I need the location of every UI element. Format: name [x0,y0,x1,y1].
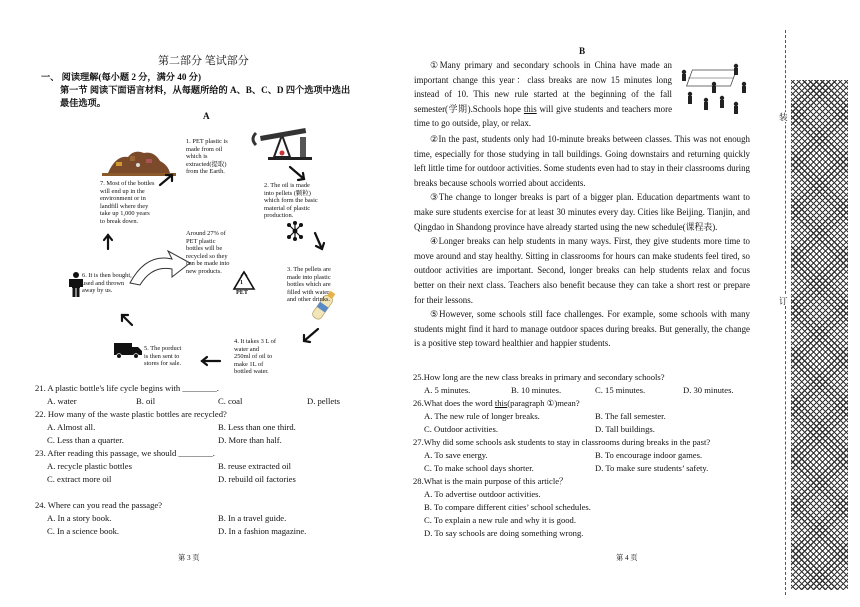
q23-option-b: B. reuse extracted oil [218,461,292,471]
q24-option-d: D. In a fashion magazine. [218,526,307,536]
subsection-instruction-line1: 第一节 阅读下面语言材料，从每题所给的 A、B、C、D 四个选项中选出 [60,85,351,95]
q28-stem: 28.What is the main purpose of this article？ [413,476,568,486]
q22-option-c: C. Less than a quarter. [47,435,124,445]
paragraph-4: ④Longer breaks can help students in many ways. First, they give students more time to move around and stay healthy. Sitting in classrooms for hours can make students feel tired, so outdoor activities are important. Second, longer breaks can help students relax and focus better on their next class. Teachers also benefit because they can take a short rest or prepare for their lessons. [414,236,750,305]
q25-option-c: C. 15 minutes. [595,385,646,395]
q27-option-c: C. To make school days shorter. [424,463,534,473]
paragraph-5: ⑤However, some schools still face challenges. For example, some schools with many students might find it hard to manage outdoor spaces during breaks. But generally, the change is a positive step toward healthier and happier students. [414,309,750,349]
truck-icon [114,343,142,358]
diagram-center-text: Around 27% of PET plastic bottles will be recycled so they can be made into new products. [186,230,230,275]
molecule-icon [287,221,303,241]
q23-option-a: A. recycle plastic bottles [47,461,132,471]
binding-label-zhuang: 装 [779,112,788,122]
passage-b-rest [414,132,750,351]
q27-option-d: D. To make sure students’ safety. [595,463,709,473]
binding-hatch-pattern [791,80,848,590]
q23-option-c: C. extract more oil [47,474,112,484]
passage-b-label: B [579,46,586,56]
q24-stem: 24. Where can you read the passage? [35,500,163,510]
passage-b [414,58,750,131]
q22-option-b: B. Less than one third. [218,422,296,432]
q21-option-a: A. water [47,396,77,406]
page-number-right: 第 4 页 [616,554,638,562]
q21-stem: 21. A plastic bottle's life cycle begins with ________. [35,383,219,393]
q24-option-c: C. In a science book. [47,526,120,536]
q23-stem: 23. After reading this passage, we should ________. [35,448,215,458]
q27-option-a: A. To save energy. [424,450,488,460]
q25-stem: 25.How long are the new class breaks in primary and secondary schools? [413,372,665,382]
q25-option-a: A. 5 minutes. [424,385,471,395]
recycle-code-label: PET [236,289,249,296]
q25-option-b: B. 10 minutes. [511,385,562,395]
q28-option-a: A. To advertise outdoor activities. [424,489,541,499]
recycle-number-label: 1 [240,280,243,286]
q25-option-d: D. 30 minutes. [683,385,734,395]
diagram-step-7: 7. Most of the bottles will end up in the environment or in landfill where they take up 1,000 years to break down. [100,180,155,225]
q28-option-c: C. To explain a new rule and why it is good. [424,515,576,525]
page-number-left: 第 3 页 [178,554,200,562]
diagram-step-6: 6. It is then bought, used and thrown away by us. [82,272,132,295]
section-heading: 一、 阅读理解(每小题 2 分，满分 40 分) [41,72,202,82]
part-title: 第二部分 笔试部分 [158,55,249,67]
q24-option-b: B. In a travel guide. [218,513,287,523]
q21-option-b: B. oil [136,396,156,406]
diagram-step-4: 4. It takes 3 L of water and 250ml of oil to make 1L of bottled water. [234,338,277,376]
diagram-step-5: 5. The porduct is then sent to stores for sale. [144,345,182,368]
paragraph-3: ③The change to longer breaks is part of a bigger plan. Education departments want to make sure students exercise for at least 30 minutes every day. Cities like Beijing. Tianjin, and Qingdao in Shandong province have already started using the new schedule(课程表). [414,192,750,232]
q26-option-a: A. The new rule of longer breaks. [424,411,540,421]
person-icon [69,272,83,297]
diagram-step-3: 3. The pellets are made into plastic bottles which are filled with water and other drinks. [287,266,331,304]
q22-option-a: A. Almost all. [47,422,96,432]
q24-option-a: A. In a story book. [47,513,112,523]
q28-option-b: B. To compare different cities’ school schedules. [424,502,591,512]
paragraph-2: ②In the past, students only had 10-minute breaks between classes. This was not enough time, especially for those studying in tall buildings. Going downstairs and returning quickly left little time for outdoor activities. Some students even had to stay in their classrooms during breaks because schools worried about accidents. [414,134,750,188]
passage-a-label: A [203,111,210,121]
q23-option-d: D. rebuild oil factories [218,474,296,484]
underlined-word-this: this [523,103,537,114]
q26-option-d: D. Tall buildings. [595,424,655,434]
q26-option-b: B. The fall semester. [595,411,666,421]
arrow-5-to-6 [122,315,132,325]
q22-option-d: D. More than half. [218,435,282,445]
q28-option-d: D. To say schools are doing something wrong. [424,528,584,538]
q27-stem: 27.Why did some schools ask students to stay in classrooms during breaks in the past? [413,437,711,447]
q26-stem: 26.What does the word this(paragraph ①)mean? [413,398,580,408]
landfill-icon [102,152,176,176]
binding-label-ding: 订 [779,296,788,306]
q27-option-b: B. To encourage indoor games. [595,450,703,460]
q21-option-c: C. coal [218,396,243,406]
diagram-step-1: 1. PET plastic is made from oil which is extracted(提取) from the Earth. [186,138,228,176]
subsection-instruction-line2: 最佳选项。 [60,98,106,108]
diagram-step-2: 2. The oil is made into pellets (颗粒) which form the basic material of plastic production. [264,182,318,220]
paragraph-1a: ①Many primary and secondary schools in China have made an important change this year：class breaks are now 15 minutes long instead of 10. This new rule started at the beginning of the fall semester(学期).Schools hope this will give students and teachers more time to go outside, play, or relax. [414,60,673,129]
q26-option-c: C. Outdoor activities. [424,424,498,434]
q21-option-d: D. pellets [307,396,340,406]
q22-stem: 22. How many of the waste plastic bottles are recycled? [35,409,227,419]
